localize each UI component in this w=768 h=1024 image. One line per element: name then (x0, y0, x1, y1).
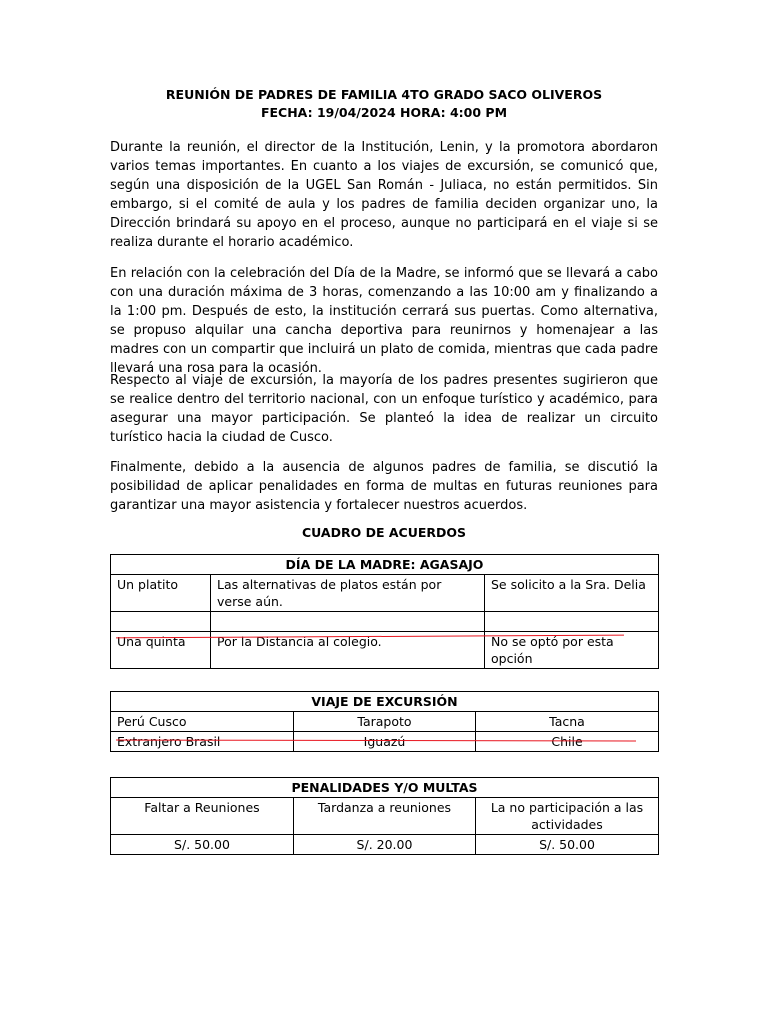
table-cell: S/. 50.00 (476, 835, 659, 855)
penalties-title: PENALIDADES Y/O MULTAS (111, 778, 659, 798)
meeting-date: FECHA: 19/04/2024 HORA: 4:00 PM (260, 105, 508, 120)
table-cell (211, 612, 485, 632)
agreements-title: CUADRO DE ACUERDOS (301, 525, 467, 540)
table-row-struck (111, 632, 659, 669)
table-row (111, 612, 659, 632)
table-cell: Tardanza a reuniones (294, 798, 476, 835)
table-cell: Perú Cusco (111, 712, 294, 732)
table-row (111, 575, 659, 612)
table-row-struck (111, 732, 659, 752)
meeting-title: REUNIÓN DE PADRES DE FAMILIA 4TO GRADO SACO OLIVEROS (165, 87, 603, 102)
table-cell: Se solicito a la Sra. Delia (485, 575, 659, 612)
table-cell: S/. 20.00 (294, 835, 476, 855)
paragraph-penalties: Finalmente, debido a la ausencia de algunos padres de familia, se discutió la posibilidad de aplicar penalidades en forma de multas en futuras reuniones para garantizar una mayor asistencia y fortalecer nuestros acuerdos. (110, 460, 658, 513)
table-cell: La no participación a las actividades (476, 798, 659, 835)
table-cell: Chile (476, 732, 659, 752)
trip-table (110, 691, 659, 752)
table-cell: Extranjero Brasil (111, 732, 294, 752)
paragraph-mothers-day: En relación con la celebración del Día de la Madre, se informó que se llevará a cabo con una duración máxima de 3 horas, comenzando a las 10:00 am y finalizando a la 1:00 pm. Después de esto, la institución cerrará sus puertas. Como alternativa, se propuso alquilar una cancha deportiva para reunirnos y homenajear a las madres con un compartir que incluirá un plato de comida, mientras que cada padre llevará una rosa para la ocasión. (110, 266, 658, 376)
table-cell: Iguazú (294, 732, 476, 752)
table-cell: Faltar a Reuniones (111, 798, 294, 835)
paragraph-trip: Respecto al viaje de excursión, la mayoría de los padres presentes sugirieron que se realice dentro del territorio nacional, con un enfoque turístico y académico, para asegurar una mayor participación. Se planteó la idea de realizar un circuito turístico hacia la ciudad de Cusco. (110, 373, 658, 445)
table-cell: S/. 50.00 (111, 835, 294, 855)
trip-title: VIAJE DE EXCURSIÓN (111, 692, 659, 712)
table-cell: Tarapoto (294, 712, 476, 732)
table-cell: Tacna (476, 712, 659, 732)
table-cell: Por la Distancia al colegio. (211, 632, 485, 669)
mothers-day-table (110, 554, 659, 669)
paragraph-intro: Durante la reunión, el director de la Institución, Lenin, y la promotora abordaron varios temas importantes. En cuanto a los viajes de excursión, se comunicó que, según una disposición de la UGEL San Román - Juliaca, no están permitidos. Sin embargo, si el comité de aula y los padres de familia deciden organizar uno, la Dirección brindará su apoyo en el proceso, aunque no participará en el viaje si se realiza durante el horario académico. (110, 140, 658, 250)
table-row (111, 712, 659, 732)
table-row (111, 798, 659, 835)
table-cell (485, 612, 659, 632)
table-cell: No se optó por esta opción (485, 632, 659, 669)
table-cell: Una quinta (111, 632, 211, 669)
document-header (0, 86, 768, 122)
table-row (111, 835, 659, 855)
penalties-table (110, 777, 659, 855)
table-cell: Las alternativas de platos están por verse aún. (211, 575, 485, 612)
table-cell: Un platito (111, 575, 211, 612)
mothers-day-title: DÍA DE LA MADRE: AGASAJO (111, 555, 659, 575)
table-cell (111, 612, 211, 632)
